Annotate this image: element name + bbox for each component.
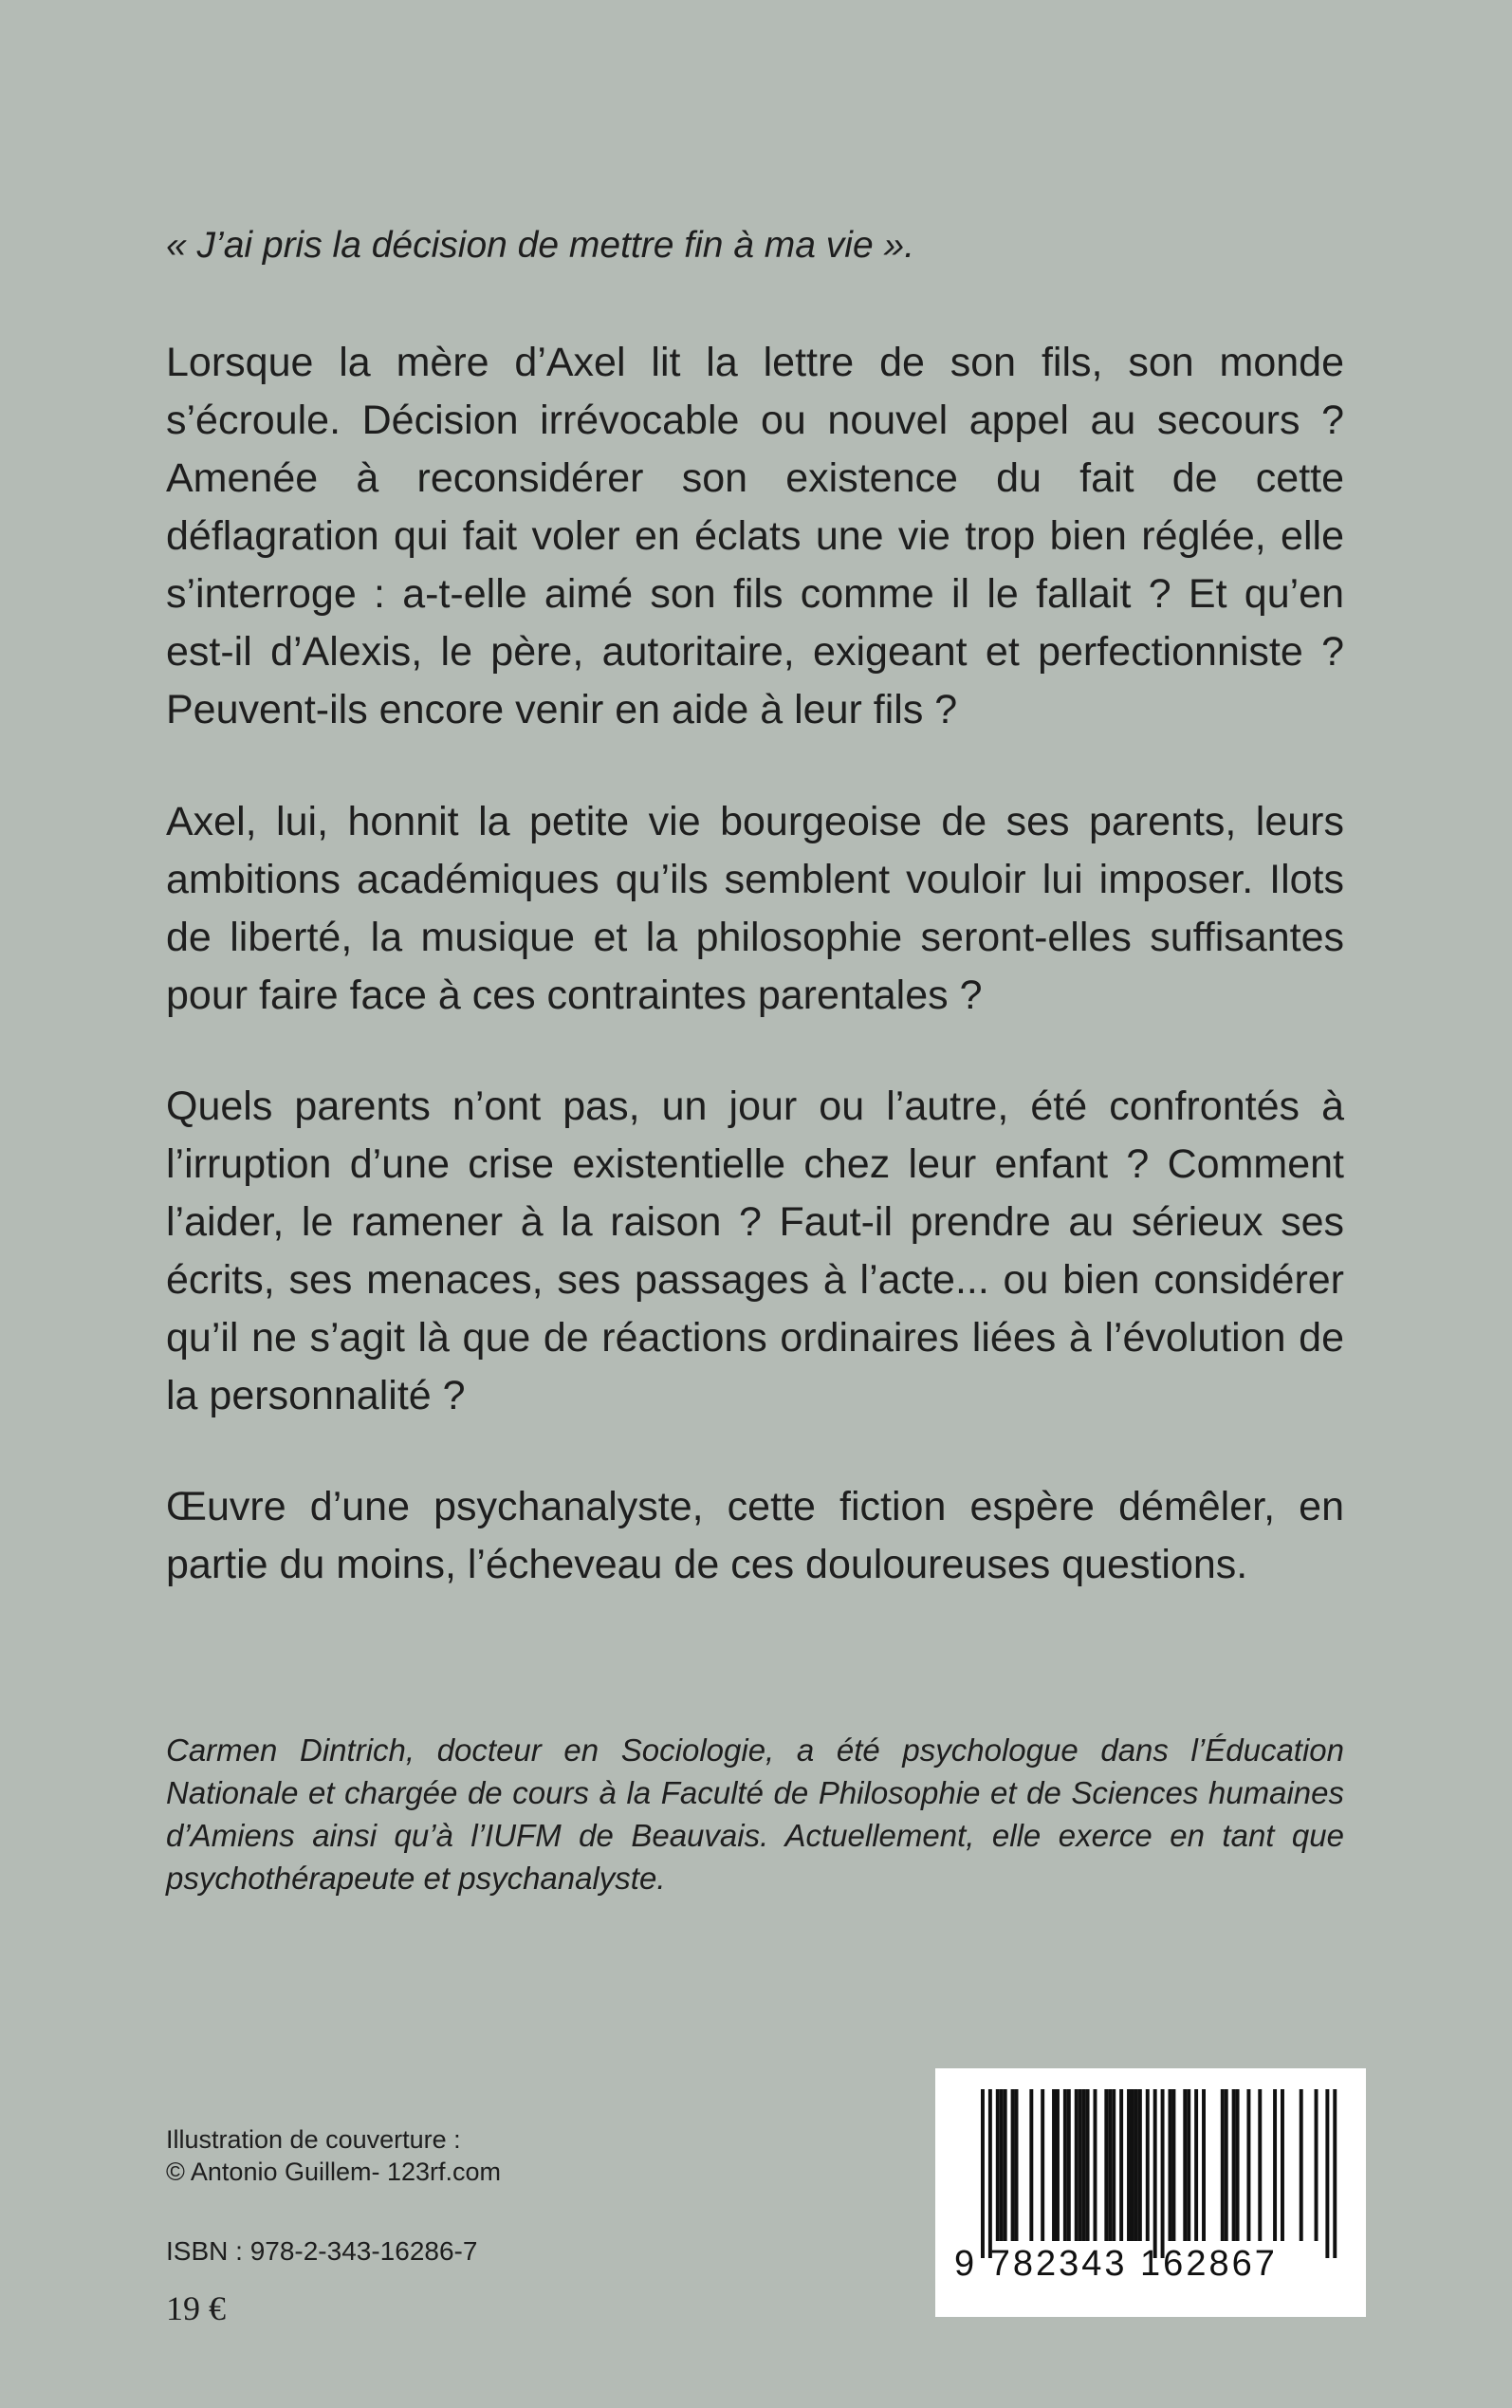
- barcode-bar: [1333, 2089, 1337, 2258]
- barcode-bar: [1082, 2089, 1086, 2241]
- credit-label: Illustration de couverture :: [166, 2125, 461, 2154]
- blurb-paragraph-1: Lorsque la mère d’Axel lit la lettre de son fils, son monde s’écroule. Décision irrévocable ou nouvel appel au secours ? Amenée à reconsidérer son existence du fait de cette déflagration qui fait voler en éclats une vie trop bien réglée, elle s’interroge : a-t-elle aimé son fils comme il le fallait ? Et qu’en est-il d’Alexis, le père, autoritaire, exigeant et perfectionniste ? Peuvent-ils encore venir en aide à leur fils ?: [166, 340, 1344, 732]
- barcode-bar: [1015, 2089, 1019, 2241]
- barcode-bar: [1325, 2089, 1329, 2258]
- barcode-bar: [1221, 2089, 1225, 2241]
- barcode: [935, 2068, 1366, 2317]
- barcode-bar: [1119, 2089, 1123, 2241]
- barcode-bar: [1131, 2089, 1134, 2241]
- barcode-bar: [1138, 2089, 1142, 2241]
- barcode-bar: [1225, 2089, 1228, 2241]
- barcode-bar: [1086, 2089, 1090, 2241]
- barcode-bar: [1067, 2089, 1071, 2241]
- barcode-bar: [1011, 2089, 1015, 2241]
- barcode-bar: [1134, 2089, 1138, 2241]
- barcode-bar: [1183, 2089, 1187, 2241]
- credit-source: © Antonio Guillem- 123rf.com: [166, 2158, 502, 2186]
- barcode-bar: [1315, 2089, 1318, 2241]
- barcode-bar: [1029, 2089, 1033, 2241]
- barcode-bar: [1000, 2089, 1004, 2241]
- illustration-credit: [166, 2123, 501, 2188]
- author-bio: Carmen Dintrich, docteur en Sociologie, a été psychologue dans l’Éducation Nationale et chargée de cours à la Faculté de Philosophie et de Sciences humaines d’Amiens ainsi qu’à l’IUFM de Beauvais. Actuellement, elle exerce en tant que psychothérapeute et psychanalyste.: [166, 1732, 1344, 1896]
- barcode-bar: [1236, 2089, 1240, 2241]
- barcode-bar: [1232, 2089, 1236, 2241]
- barcode-bar: [1161, 2089, 1165, 2258]
- barcode-bar: [1194, 2089, 1198, 2241]
- barcode-bar: [1108, 2089, 1112, 2241]
- barcode-bar: [1041, 2089, 1044, 2241]
- barcode-bar: [1063, 2089, 1067, 2241]
- barcode-bar: [1094, 2089, 1097, 2241]
- barcode-bar: [996, 2089, 1000, 2241]
- barcode-bar: [1258, 2089, 1262, 2241]
- barcode-bar: [1104, 2089, 1108, 2241]
- blurb-paragraph-3: Quels parents n’ont pas, un jour ou l’autre, été confrontés à l’irruption d’une crise existentielle chez leur enfant ? Comment l’aider, le ramener à la raison ? Faut-il prendre au sérieux ses écrits, ses menaces, ses passages à l’acte... ou bien considérer qu’il ne s’agit là que de réactions ordinaires liées à l’évolution de la personnalité ?: [166, 1084, 1344, 1418]
- barcode-bar: [1075, 2089, 1079, 2241]
- barcode-bar: [1004, 2089, 1007, 2241]
- barcode-bar: [1281, 2089, 1284, 2241]
- barcode-bar: [1202, 2089, 1206, 2241]
- price-text: 19 €: [166, 2289, 226, 2327]
- opening-quote: « J’ai pris la décision de mettre fin à ma vie ».: [166, 225, 915, 266]
- blurb-paragraph-4: Œuvre d’une psychanalyste, cette fiction espère démêler, en partie du moins, l’écheveau de ces douloureuses questions.: [166, 1484, 1344, 1587]
- barcode-bar: [1056, 2089, 1060, 2241]
- barcode-bar: [1273, 2089, 1277, 2241]
- barcode-bar: [1171, 2089, 1175, 2241]
- barcode-bar: [981, 2089, 985, 2258]
- barcode-bar: [1246, 2089, 1250, 2241]
- barcode-bar: [1153, 2089, 1157, 2258]
- barcode-bar: [988, 2089, 992, 2258]
- barcode-bar: [1079, 2089, 1082, 2241]
- barcode-bar: [1112, 2089, 1116, 2241]
- barcode-digits: 9 782343 162867: [954, 2244, 1278, 2284]
- barcode-bar: [1052, 2089, 1056, 2241]
- barcode-bar: [1187, 2089, 1190, 2241]
- barcode-bar: [1300, 2089, 1303, 2241]
- isbn-text: ISBN : 978-2-343-16286-7: [166, 2236, 478, 2266]
- barcode-bar: [1146, 2089, 1150, 2241]
- blurb-paragraph-2: Axel, lui, honnit la petite vie bourgeoise de ses parents, leurs ambitions académiques qu’ils semblent vouloir lui imposer. Ilots de liberté, la musique et la philosophie seront-elles suffisantes pour faire face à ces contraintes parentales ?: [166, 799, 1344, 1018]
- barcode-bar: [1169, 2089, 1172, 2241]
- barcode-bar: [1127, 2089, 1131, 2241]
